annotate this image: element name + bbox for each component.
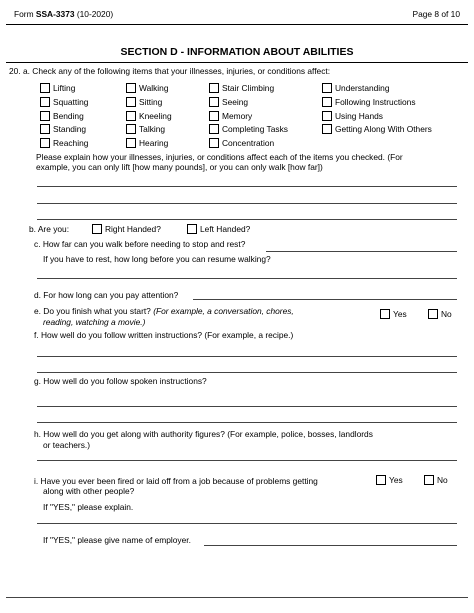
seeing-label: Seeing	[222, 97, 249, 107]
q20i-no-checkbox[interactable]	[424, 475, 434, 485]
reaching-checkbox[interactable]	[40, 138, 50, 148]
q20d-label: d. For how long can you pay attention?	[34, 290, 179, 300]
seeing-checkbox[interactable]	[209, 97, 219, 107]
header-rule	[6, 24, 468, 25]
stair-climbing-label: Stair Climbing	[222, 83, 275, 93]
walking-checkbox[interactable]	[126, 83, 136, 93]
getting-along-with-others-checkbox[interactable]	[322, 124, 332, 134]
talking-checkbox[interactable]	[126, 124, 136, 134]
q20e-yes-label: Yes	[393, 309, 407, 319]
completing-tasks-checkbox[interactable]	[209, 124, 219, 134]
form-number: SSA-3373	[35, 9, 75, 19]
q20e-no-label: No	[441, 309, 452, 319]
memory-checkbox[interactable]	[209, 111, 219, 121]
sitting-checkbox[interactable]	[126, 97, 136, 107]
q20f-answer-line-1[interactable]	[37, 356, 457, 357]
q20i-label-line2: along with other people?	[43, 486, 135, 496]
concentration-checkbox[interactable]	[209, 138, 219, 148]
q20i-employer-line[interactable]	[204, 545, 457, 546]
q20e-yes-checkbox[interactable]	[380, 309, 390, 319]
hearing-label: Hearing	[139, 138, 169, 148]
q20i-label: i. Have you ever been fired or laid off from a job because of problems getting	[34, 476, 318, 486]
q20a-prompt: 20. a. Check any of the following items that your illnesses, injuries, or conditions affect:	[9, 66, 331, 76]
squatting-checkbox[interactable]	[40, 97, 50, 107]
q20g-answer-line-1[interactable]	[37, 406, 457, 407]
q20c-sub-answer-line[interactable]	[37, 278, 457, 279]
using-hands-label: Using Hands	[335, 111, 383, 121]
q20e-example-line2: reading, watching a movie.)	[43, 317, 146, 327]
left-handed-checkbox[interactable]	[187, 224, 197, 234]
section-rule	[6, 62, 468, 63]
kneeling-label: Kneeling	[139, 111, 172, 121]
right-handed-checkbox[interactable]	[92, 224, 102, 234]
q20a-explain-line1: Please explain how your illnesses, injuries, or conditions affect each of the items you checked. (For	[36, 152, 403, 162]
footer-rule	[6, 597, 468, 598]
following-instructions-checkbox[interactable]	[322, 97, 332, 107]
q20h-label: h. How well do you get along with authority figures? (For example, police, bosses, landlords	[34, 429, 373, 439]
form-id: Form SSA-3373 (10-2020)	[14, 9, 114, 19]
q20a-answer-line-3[interactable]	[37, 219, 457, 220]
q20e-label: e. Do you finish what you start? (For example, a conversation, chores,	[34, 306, 294, 316]
q20e-no-checkbox[interactable]	[428, 309, 438, 319]
completing-tasks-label: Completing Tasks	[222, 124, 288, 134]
q20h-answer-line-1[interactable]	[37, 460, 457, 461]
lifting-label: Lifting	[53, 83, 76, 93]
q20i-explain-line[interactable]	[37, 523, 457, 524]
left-handed-label: Left Handed?	[200, 224, 251, 234]
using-hands-checkbox[interactable]	[322, 111, 332, 121]
q20f-answer-line-2[interactable]	[37, 372, 457, 373]
q20e-example: (For example, a conversation, chores,	[153, 306, 294, 316]
stair-climbing-checkbox[interactable]	[209, 83, 219, 93]
bending-checkbox[interactable]	[40, 111, 50, 121]
squatting-label: Squatting	[53, 97, 89, 107]
q20h-label-line2: or teachers.)	[43, 440, 91, 450]
reaching-label: Reaching	[53, 138, 89, 148]
lifting-checkbox[interactable]	[40, 83, 50, 93]
q20i-employer-label: If "YES," please give name of employer.	[43, 535, 191, 545]
memory-label: Memory	[222, 111, 253, 121]
following-instructions-label: Following Instructions	[335, 97, 416, 107]
q20i-yes-label: Yes	[389, 475, 403, 485]
bending-label: Bending	[53, 111, 84, 121]
sitting-label: Sitting	[139, 97, 163, 107]
standing-label: Standing	[53, 124, 87, 134]
q20c-label: c. How far can you walk before needing to stop and rest?	[34, 239, 246, 249]
talking-label: Talking	[139, 124, 166, 134]
right-handed-label: Right Handed?	[105, 224, 161, 234]
page-number: Page 8 of 10	[412, 9, 460, 19]
walking-label: Walking	[139, 83, 169, 93]
q20g-answer-line-2[interactable]	[37, 422, 457, 423]
understanding-checkbox[interactable]	[322, 83, 332, 93]
q20a-explain-line2: example, you can only lift [how many pounds], or you can only walk [how far])	[36, 162, 323, 172]
q20b-label: b. Are you:	[29, 224, 70, 234]
q20a-answer-line-2[interactable]	[37, 203, 457, 204]
q20d-answer-line[interactable]	[193, 299, 457, 300]
q20c-sub-label: If you have to rest, how long before you can resume walking?	[43, 254, 271, 264]
q20g-label: g. How well do you follow spoken instructions?	[34, 376, 207, 386]
q20f-label: f. How well do you follow written instructions? (For example, a recipe.)	[34, 330, 294, 340]
q20i-explain-label: If "YES," please explain.	[43, 502, 134, 512]
section-title: SECTION D - INFORMATION ABOUT ABILITIES	[120, 46, 354, 58]
q20c-answer-line[interactable]	[266, 251, 457, 252]
kneeling-checkbox[interactable]	[126, 111, 136, 121]
q20a-answer-line-1[interactable]	[37, 186, 457, 187]
understanding-label: Understanding	[335, 83, 390, 93]
q20i-yes-checkbox[interactable]	[376, 475, 386, 485]
hearing-checkbox[interactable]	[126, 138, 136, 148]
standing-checkbox[interactable]	[40, 124, 50, 134]
getting-along-with-others-label: Getting Along With Others	[335, 124, 432, 134]
concentration-label: Concentration	[222, 138, 275, 148]
q20i-no-label: No	[437, 475, 448, 485]
